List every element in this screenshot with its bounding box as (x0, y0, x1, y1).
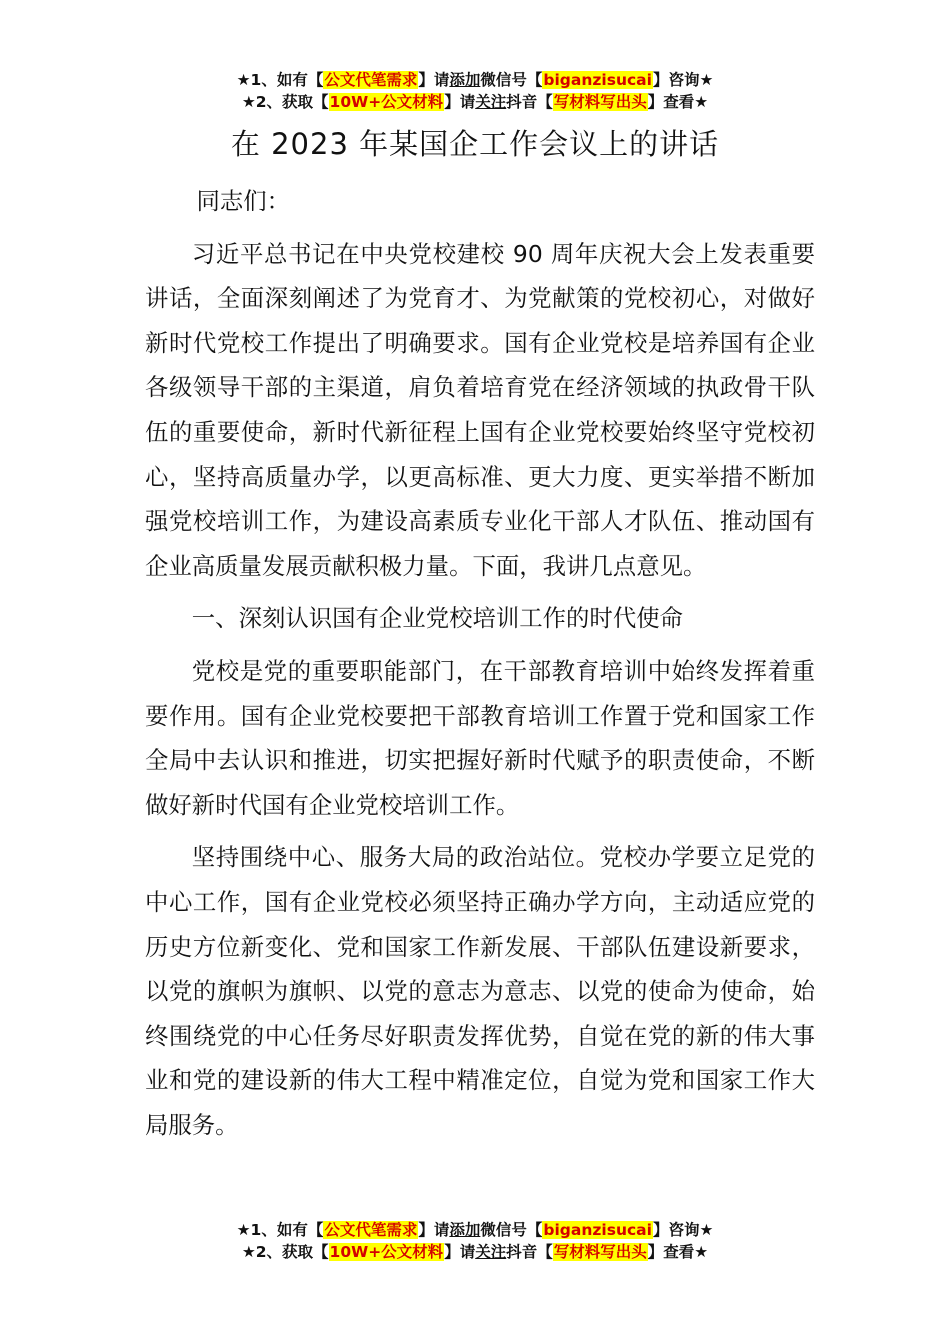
promo-footer (0, 1219, 950, 1263)
promo-highlight: 写材料写出头 (553, 1243, 647, 1261)
promo-text: 抖音【 (506, 1243, 553, 1261)
promo-highlight: 公文代笔需求 (324, 71, 418, 89)
promo-line-1 (0, 1219, 950, 1241)
promo-text: 】咨询★ (652, 1221, 714, 1239)
promo-underlined: 添加 (449, 1221, 481, 1239)
paragraph-intro: 习近平总书记在中央党校建校 90 周年庆祝大会上发表重要讲话，全面深刻阐述了为党育才、为党献策的党校初心，对做好新时代党校工作提出了明确要求。国有企业党校是培养国有企业各级领导干部的主渠道，肩负着培育党在经济领域的执政骨干队伍的重要使命，新时代新征程上国有企业党校要始终坚守党校初心，坚持高质量办学，以更高标准、更大力度、更实举措不断加强党校培训工作，为建设高素质专业化干部人才队伍、推动国有企业高质量发展贡献积极力量。下面，我讲几点意见。 (145, 239, 815, 580)
promo-line-1 (0, 69, 950, 91)
promo-highlight: 10W+公文材料 (329, 1243, 444, 1261)
promo-highlight: 10W+公文材料 (329, 93, 444, 111)
promo-text: 】请 (444, 93, 476, 111)
section-heading: 一、深刻认识国有企业党校培训工作的时代使命 (191, 604, 683, 633)
promo-highlight: biganzisucai (543, 1221, 652, 1239)
document-title: 在 2023 年某国企工作会议上的讲话 (230, 127, 720, 161)
promo-text: 】查看★ (647, 1243, 709, 1261)
promo-text: 抖音【 (506, 93, 553, 111)
document-body (145, 179, 815, 1147)
promo-text: 】请 (444, 1243, 476, 1261)
promo-text: 】请 (418, 1221, 450, 1239)
promo-text: 】查看★ (647, 93, 709, 111)
promo-highlight: biganzisucai (543, 71, 652, 89)
promo-underlined: 添加 (449, 71, 481, 89)
promo-line-2 (0, 91, 950, 113)
promo-text: 】请 (418, 71, 450, 89)
salutation: 同志们： (196, 187, 291, 215)
promo-header (0, 69, 950, 113)
promo-text: ★1、如有【 (236, 71, 324, 89)
promo-text: ★2、获取【 (241, 1243, 329, 1261)
promo-underlined: 关注 (475, 1243, 507, 1261)
promo-highlight: 写材料写出头 (553, 93, 647, 111)
promo-line-2 (0, 1241, 950, 1263)
promo-text: 微信号【 (480, 71, 543, 89)
promo-text: ★1、如有【 (236, 1221, 324, 1239)
promo-underlined: 关注 (475, 93, 507, 111)
promo-text: ★2、获取【 (241, 93, 329, 111)
promo-highlight: 公文代笔需求 (324, 1221, 418, 1239)
promo-text: 】咨询★ (652, 71, 714, 89)
paragraph-stance: 坚持围绕中心、服务大局的政治站位。党校办学要立足党的中心工作，国有企业党校必须坚持正确办学方向，主动适应党的历史方位新变化、党和国家工作新发展、干部队伍建设新要求，以党的旗帜为旗帜、以党的意志为意志、以党的使命为使命，始终围绕党的中心任务尽好职责发挥优势，自觉在党的新的伟大事业和党的建设新的伟大工程中精准定位，自觉为党和国家工作大局服务。 (145, 843, 815, 1139)
paragraph-role: 党校是党的重要职能部门，在干部教育培训中始终发挥着重要作用。国有企业党校要把干部教育培训工作置于党和国家工作全局中去认识和推进，切实把握好新时代赋予的职责使命，不断做好新时代国有企业党校培训工作。 (145, 656, 815, 819)
promo-text: 微信号【 (480, 1221, 543, 1239)
